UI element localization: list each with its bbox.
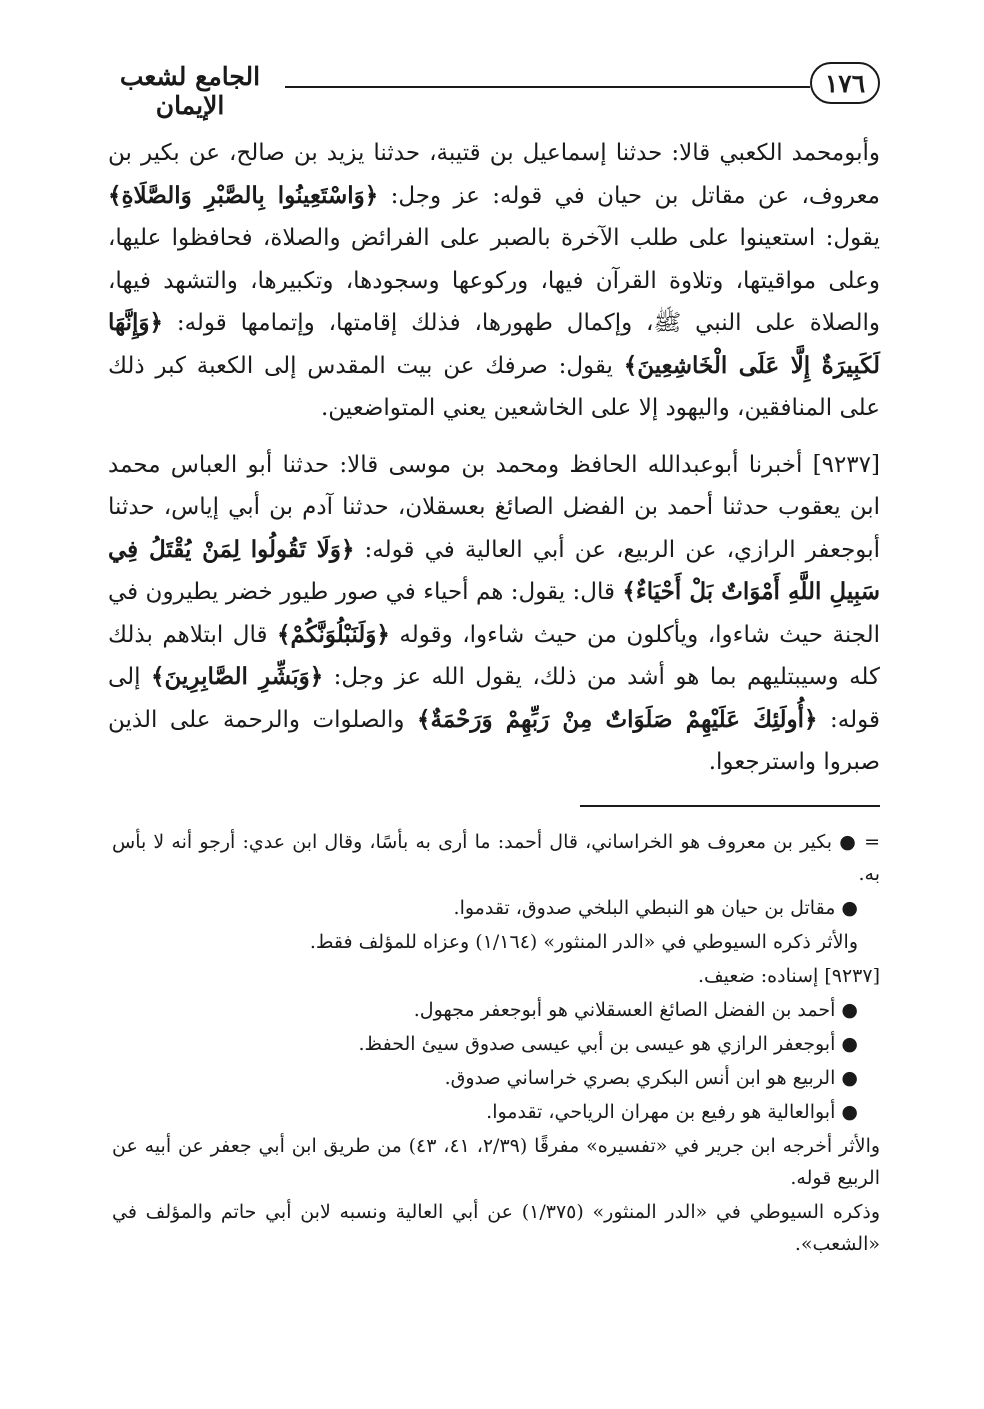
text-run: [٩٢٣٧] أخبرنا أبوعبدالله الحافظ ومحمد بن موسى قالا: حدثنا أبو العباس محمد ابن يعقوب حدثنا أحمد بن الفضل الصائغ بعسقلان، حدثنا آدم بن أبي إياس، حدثنا أبوجعفر الرازي، عن الربيع، عن أبي العالية في قوله: <box>108 451 881 563</box>
footnote-line: ● مقاتل بن حيان هو النبطي البلخي صدوق، تقدموا. <box>453 897 858 919</box>
text-run: يقول: استعينوا على طلب الآخرة بالصبر على الفرائض والصلاة، فحافظوا عليها، وعلى مواقيتها، وتلاوة القرآن فيها، وركوعها وسجودها، وتكبيرها، والتشهد فيها، والصلاة على النبي ﷺ، وإكمال طهورها، فذلك إقامتها، وإتمامها قوله: <box>108 225 880 336</box>
main-text <box>108 132 880 784</box>
footnote-line: والأثر ذكره السيوطي في «الدر المنثور» (١/١٦٤) وعزاه للمؤلف فقط. <box>309 931 858 953</box>
paragraph-2 <box>108 444 880 784</box>
text-run: وأبومحمد الكعبي قالا: حدثنا إسماعيل بن قتيبة، حدثنا يزيد بن صالح، عن بكير بن معروف، عن مقاتل بن حيان في قوله: عز وجل: <box>108 140 880 209</box>
quran-verse: ﴿أُولَئِكَ عَلَيْهِمْ صَلَوَاتٌ مِنْ رَبِّهِمْ وَرَحْمَةٌ﴾ <box>417 705 818 733</box>
text-run: يقول: صرفك عن بيت المقدس إلى الكعبة كبر ذلك على المنافقين، واليهود إلا على الخاشعين يعني المتواضعين. <box>108 352 880 421</box>
footnote-line: ● أبوجعفر الرازي هو عيسى بن أبي عيسى صدوق سيئ الحفظ. <box>358 1033 858 1055</box>
text-run: والصلوات والرحمة على الذين صبروا واسترجعوا. <box>108 706 880 775</box>
quran-verse: ﴿وَإِنَّهَا لَكَبِيرَةٌ إِلَّا عَلَى الْخَاشِعِينَ﴾ <box>108 309 880 379</box>
quran-verse: ﴿وَبَشِّرِ الصَّابِرِينَ﴾ <box>151 663 324 690</box>
text-run: قال: يقول: هم أحياء في صور طيور خضر يطيرون في الجنة حيث شاءوا، ويأكلون من حيث شاءوا، وقوله <box>108 579 880 648</box>
footnotes <box>112 826 880 1262</box>
page-number: ١٧٦ <box>810 62 880 104</box>
footnote-line: والأثر أخرجه ابن جرير في «تفسيره» مفرقًا (٢/٣٩، ٤١، ٤٣) من طريق ابن أبي جعفر عن أبيه عن الربيع قوله. <box>112 1135 881 1189</box>
footnote-line: [٩٢٣٧] إسناده: ضعيف. <box>697 965 880 987</box>
footnote-line: = ● بكير بن معروف هو الخراساني، قال أحمد: ما أرى به بأسًا، وقال ابن عدي: أرجو أنه لا بأس به. <box>112 831 880 885</box>
header-rule <box>285 86 810 88</box>
quran-verse: ﴿وَاسْتَعِينُوا بِالصَّبْرِ وَالصَّلَاةِ﴾ <box>108 181 379 209</box>
footnote-line: ● أبوالعالية هو رفيع بن مهران الرياحي، تقدموا. <box>486 1101 858 1123</box>
text-run: قال ابتلاهم بذلك كله وسيبتليهم بما هو أشد من ذلك، يقول الله عز وجل: <box>108 621 880 690</box>
page-header <box>95 50 880 120</box>
footnote-line: ● أحمد بن الفضل الصائغ العسقلاني هو أبوجعفر مجهول. <box>413 999 858 1021</box>
footnote-separator <box>580 805 880 807</box>
quran-verse: ﴿وَلَنَبْلُوَنَّكُمْ﴾ <box>277 620 390 648</box>
book-title: الجامع لشعب الإيمان <box>119 62 261 120</box>
paragraph-1 <box>108 132 880 430</box>
footnote-line: ● الربيع هو ابن أنس البكري بصري خراساني صدوق. <box>444 1067 858 1089</box>
text-run: إلى قوله: <box>108 664 880 733</box>
footnote-line: وذكره السيوطي في «الدر المنثور» (١/٣٧٥) عن أبي العالية ونسبه لابن أبي حاتم والمؤلف في «الشعب». <box>112 1201 880 1255</box>
quran-verse: ﴿وَلَا تَقُولُوا لِمَنْ يُقْتَلُ فِي سَبِيلِ اللَّهِ أَمْوَاتٌ بَلْ أَحْيَاءٌ﴾ <box>108 535 880 605</box>
